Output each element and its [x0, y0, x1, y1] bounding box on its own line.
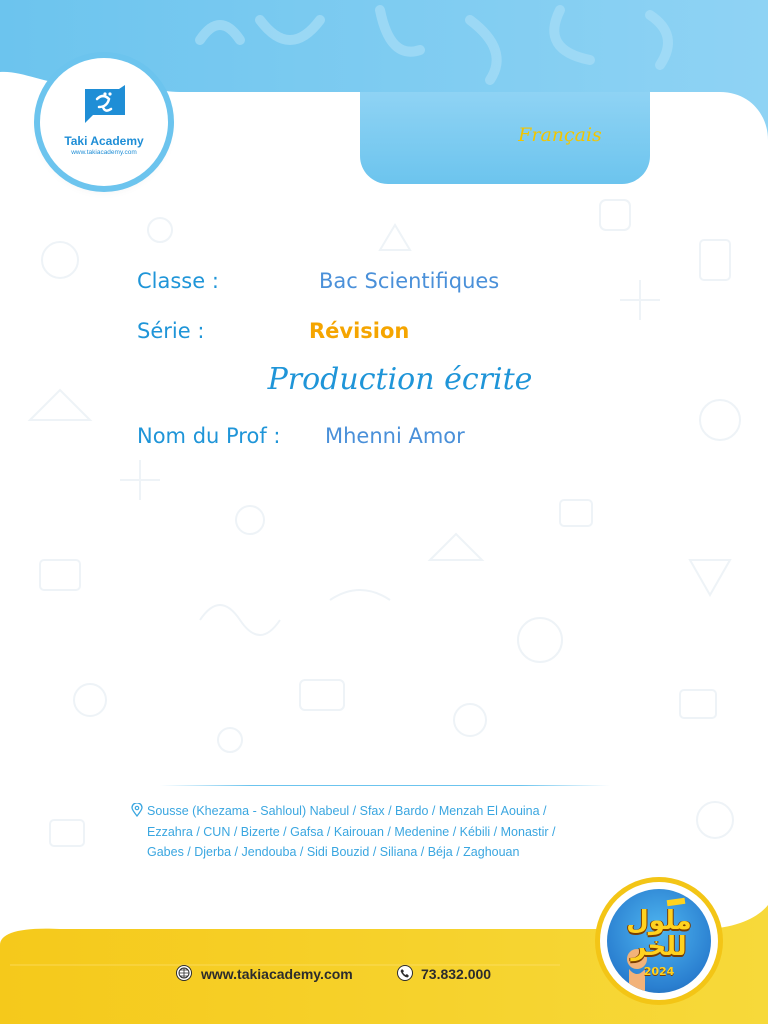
globe-icon — [176, 965, 192, 981]
website-link[interactable]: www.takiacademy.com — [201, 966, 353, 982]
serie-value: Révision — [309, 319, 410, 343]
subject-label: Français — [518, 124, 602, 146]
classe-label: Classe : — [137, 269, 219, 293]
classe-value: Bac Scientifiques — [319, 269, 500, 293]
prof-value: Mhenni Amor — [325, 424, 465, 448]
branches-line: Ezzahra / CUN / Bizerte / Gafsa / Kairouan / Medenine / Kébili / Monastir / — [147, 824, 556, 839]
serie-label: Série : — [137, 319, 205, 343]
document-title: Production écrite — [267, 362, 533, 397]
promo-badge-text: ملول للخر — [626, 906, 692, 962]
phone-icon — [397, 965, 413, 981]
branches-list — [147, 801, 637, 863]
promo-badge-year: 2024 — [643, 965, 675, 978]
phone-number[interactable]: 73.832.000 — [421, 966, 492, 982]
logo-url: www.takiacademy.com — [71, 149, 137, 156]
branches-line: Gabes / Djerba / Jendouba / Sidi Bouzid / Siliana / Béja / Zaghouan — [147, 845, 520, 859]
taki-academy-logo-icon — [79, 85, 131, 127]
location-pin-icon — [131, 803, 143, 817]
prof-label: Nom du Prof : — [137, 424, 281, 448]
logo-name: Taki Academy — [64, 134, 144, 148]
branches-line: Sousse (Khezama - Sahloul) Nabeul / Sfax / Bardo / Menzah El Aouina / — [147, 804, 547, 818]
divider — [160, 785, 610, 786]
